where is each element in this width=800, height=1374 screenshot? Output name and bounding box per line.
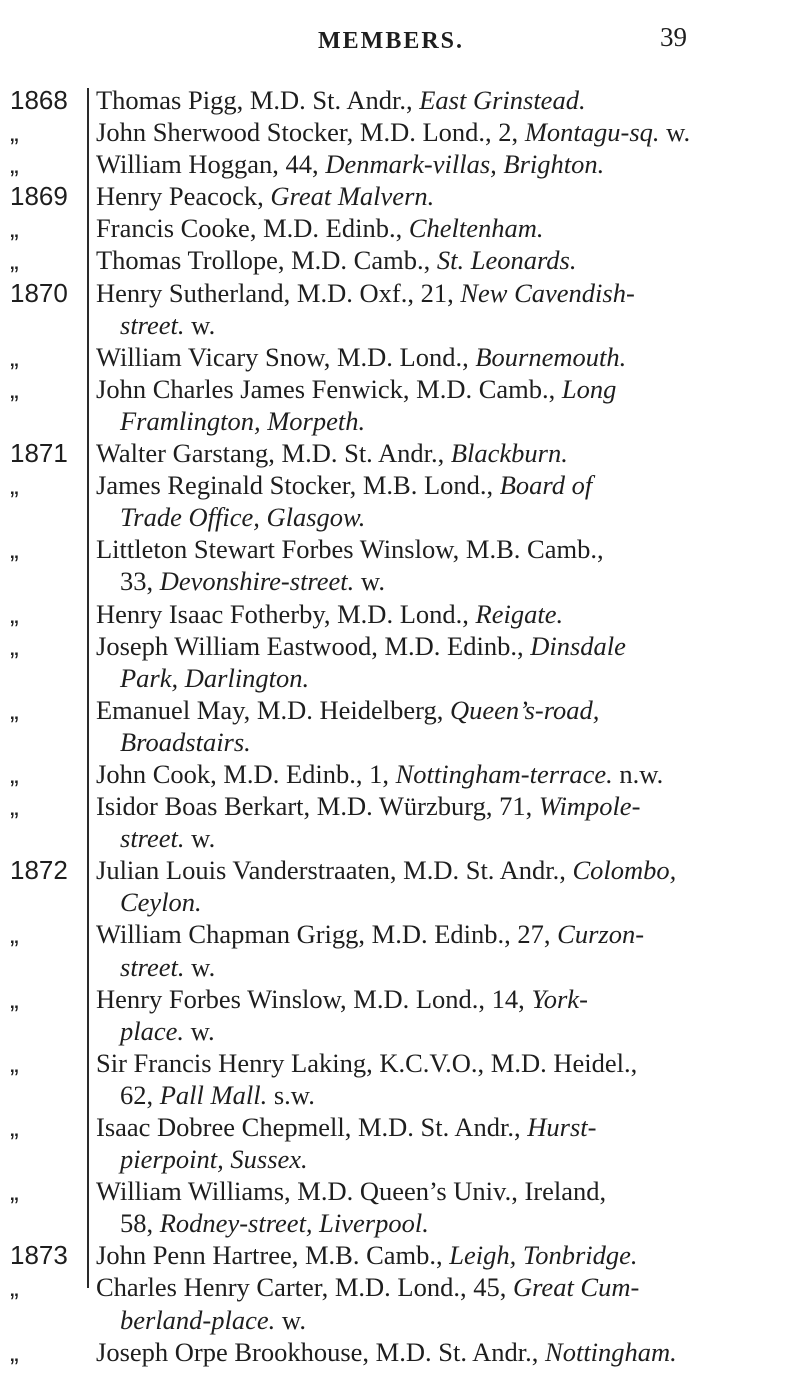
entry-continuation-line	[96, 1015, 786, 1047]
entry-year: „	[10, 919, 19, 950]
entry-segment: w.	[354, 566, 385, 597]
member-entry	[0, 598, 800, 630]
address-italic: St. Leonards.	[436, 245, 577, 276]
member-entry	[0, 116, 800, 148]
entry-first-line	[96, 116, 786, 148]
address-italic: street.	[120, 951, 185, 982]
entry-segment: 58,	[120, 1208, 160, 1239]
entry-segment: William Vicary Snow, M.D. Lond.,	[96, 341, 476, 372]
entry-text	[96, 437, 786, 469]
address-italic: Pall Mall.	[159, 1079, 268, 1110]
address-italic: street.	[120, 823, 185, 854]
entry-segment: William Chapman Grigg, M.D. Edinb., 27,	[96, 919, 558, 950]
entry-year: „	[10, 373, 19, 404]
entry-year: 1871	[10, 438, 68, 469]
entry-text	[96, 598, 786, 630]
entry-text	[96, 212, 786, 244]
member-entry	[0, 790, 800, 854]
entry-text	[96, 854, 786, 918]
address-italic: Broadstairs.	[120, 726, 251, 757]
entry-segment: n.w.	[612, 758, 664, 789]
entry-segment: John Sherwood Stocker, M.D. Lond., 2,	[96, 117, 525, 148]
address-italic: Framlington, Morpeth.	[120, 405, 366, 436]
address-italic: Rodney-street, Liverpool.	[159, 1208, 429, 1239]
entry-text	[96, 373, 786, 437]
entry-continuation-line	[96, 405, 786, 437]
entry-year: „	[10, 1336, 19, 1367]
entry-year: „	[10, 534, 19, 565]
entry-year: „	[10, 245, 19, 276]
running-head: MEMBERS.	[318, 28, 465, 54]
entry-first-line	[96, 1336, 786, 1368]
entry-first-line	[96, 983, 786, 1015]
address-italic: Leigh, Tonbridge.	[449, 1240, 638, 1271]
entry-segment: w.	[275, 1304, 306, 1335]
entry-segment: 62,	[120, 1079, 160, 1110]
entry-segment: Henry Forbes Winslow, M.D. Lond., 14,	[96, 983, 532, 1014]
member-list	[0, 84, 800, 1368]
entry-year: „	[10, 630, 19, 661]
entry-year: „	[10, 117, 19, 148]
address-italic: Hurst-	[527, 1112, 597, 1142]
entry-segment: William Hoggan, 44,	[96, 149, 326, 180]
entry-year: „	[10, 213, 19, 244]
member-entry	[0, 148, 800, 180]
entry-text	[96, 1271, 786, 1335]
entry-continuation-line	[96, 1207, 786, 1239]
entry-text	[96, 341, 786, 373]
entry-segment: Thomas Trollope, M.D. Camb.,	[96, 245, 437, 276]
entry-year: „	[10, 149, 19, 180]
entry-segment: Julian Louis Vanderstraaten, M.D. St. Andr.,	[96, 855, 573, 886]
entry-text	[96, 84, 786, 116]
member-entry	[0, 1239, 800, 1271]
entry-segment: Littleton Stewart Forbes Winslow, M.B. Camb.,	[96, 534, 604, 565]
member-entry	[0, 1175, 800, 1239]
entry-first-line	[96, 469, 786, 501]
member-entry	[0, 1271, 800, 1335]
entry-first-line	[96, 630, 786, 662]
entry-first-line	[96, 341, 786, 373]
entry-first-line	[96, 277, 786, 309]
address-italic: street.	[120, 309, 185, 340]
member-entry	[0, 983, 800, 1047]
entry-first-line	[96, 1047, 786, 1079]
member-entry	[0, 244, 800, 276]
entry-year: „	[10, 1047, 19, 1078]
address-italic: Queen’s-road,	[450, 694, 600, 725]
entry-continuation-line	[96, 1143, 786, 1175]
entry-segment: 33,	[120, 566, 160, 597]
entry-first-line	[96, 758, 786, 790]
entry-first-line	[96, 854, 786, 886]
entry-first-line	[96, 533, 786, 565]
address-italic: Denmark-villas, Brighton.	[325, 149, 605, 180]
member-entry	[0, 630, 800, 694]
entry-segment: w.	[184, 309, 216, 340]
member-entry	[0, 1336, 800, 1368]
entry-first-line	[96, 1175, 786, 1207]
address-italic: Ceylon.	[120, 887, 202, 918]
entry-text	[96, 630, 786, 694]
entry-segment: Joseph William Eastwood, M.D. Edinb.,	[96, 630, 531, 661]
address-italic: Bournemouth.	[475, 341, 627, 372]
address-italic: Montagu-sq.	[524, 117, 660, 148]
entry-year: 1868	[10, 85, 68, 115]
entry-segment: Thomas Pigg, M.D. St. Andr.,	[96, 85, 420, 115]
address-italic: Nottingham-terrace.	[395, 758, 613, 789]
member-entry	[0, 918, 800, 982]
address-italic: Dinsdale	[530, 630, 626, 661]
entry-first-line	[96, 437, 786, 469]
entry-segment: John Charles James Fenwick, M.D. Camb.,	[96, 373, 562, 404]
member-entry	[0, 694, 800, 758]
entry-segment: Joseph Orpe Brookhouse, M.D. St. Andr.,	[96, 1336, 546, 1367]
address-italic: pierpoint, Sussex.	[120, 1144, 308, 1175]
entry-segment: Isaac Dobree Chepmell, M.D. St. Andr.,	[96, 1112, 528, 1142]
entry-continuation-line	[96, 501, 786, 533]
entry-year: „	[10, 758, 19, 789]
member-entry	[0, 469, 800, 533]
entry-text	[96, 790, 786, 854]
entry-continuation-line	[96, 662, 786, 694]
address-italic: Curzon-	[557, 919, 645, 950]
entry-segment: s.w.	[267, 1079, 315, 1110]
address-italic: Devonshire-street.	[159, 566, 355, 597]
address-italic: Park, Darlington.	[120, 662, 310, 693]
address-italic: Long	[561, 373, 617, 404]
entry-segment: w.	[184, 1015, 215, 1046]
entry-first-line	[96, 598, 786, 630]
entry-continuation-line	[96, 726, 786, 758]
entry-segment: Henry Peacock,	[96, 181, 271, 212]
entry-continuation-line	[96, 565, 786, 597]
entry-segment: John Cook, M.D. Edinb., 1,	[96, 758, 396, 789]
entry-segment: Francis Cooke, M.D. Edinb.,	[96, 213, 409, 244]
entry-year: 1873	[10, 1240, 68, 1271]
address-italic: berland-place.	[120, 1304, 276, 1335]
entry-segment: William Williams, M.D. Queen’s Univ., Ireland,	[96, 1176, 607, 1207]
entry-year: 1870	[10, 277, 68, 308]
address-italic: York-	[531, 983, 588, 1014]
entry-first-line	[96, 373, 786, 405]
entry-year: „	[10, 983, 19, 1014]
entry-first-line	[96, 148, 786, 180]
entry-year: 1872	[10, 855, 68, 886]
address-italic: East Grinstead.	[419, 85, 586, 115]
entry-year: „	[10, 341, 19, 372]
entry-continuation-line	[96, 822, 786, 854]
entry-segment: w.	[184, 951, 216, 982]
entry-segment: Isidor Boas Berkart, M.D. Würzburg, 71,	[96, 791, 539, 822]
entry-text	[96, 1175, 786, 1239]
entry-first-line	[96, 1271, 786, 1303]
address-italic: Nottingham.	[545, 1336, 677, 1367]
page-header	[0, 22, 800, 62]
entry-continuation-line	[96, 1304, 786, 1336]
entry-first-line	[96, 84, 786, 116]
entry-segment: Henry Sutherland, M.D. Oxf., 21,	[96, 277, 461, 308]
entry-continuation-line	[96, 309, 786, 341]
member-entry	[0, 533, 800, 597]
member-entry	[0, 84, 800, 116]
entry-segment: Henry Isaac Fotherby, M.D. Lond.,	[96, 598, 476, 629]
entry-year: „	[10, 1112, 19, 1142]
entry-year: „	[10, 470, 19, 501]
entry-year: „	[10, 1176, 19, 1207]
entry-segment: Sir Francis Henry Laking, K.C.V.O., M.D. Heidel.,	[96, 1047, 638, 1078]
entry-year: „	[10, 694, 19, 725]
entry-first-line	[96, 180, 786, 212]
entry-text	[96, 918, 786, 982]
entry-year: „	[10, 598, 19, 629]
address-italic: Board of	[499, 470, 593, 501]
member-entry	[0, 212, 800, 244]
member-entry	[0, 180, 800, 212]
entry-first-line	[96, 694, 786, 726]
entry-continuation-line	[96, 886, 786, 918]
member-entry	[0, 277, 800, 341]
entry-segment: Walter Garstang, M.D. St. Andr.,	[96, 438, 451, 469]
entry-text	[96, 1047, 786, 1111]
entry-text	[96, 694, 786, 758]
entry-text	[96, 1336, 786, 1368]
entry-text	[96, 469, 786, 533]
entry-continuation-line	[96, 951, 786, 983]
entry-first-line	[96, 1111, 786, 1143]
address-italic: Trade Office, Glasgow.	[120, 502, 366, 533]
entry-text	[96, 983, 786, 1047]
entry-text	[96, 758, 786, 790]
entry-segment: John Penn Hartree, M.B. Camb.,	[96, 1240, 450, 1271]
entry-segment: Emanuel May, M.D. Heidelberg,	[96, 694, 450, 725]
entry-segment: Charles Henry Carter, M.D. Lond., 45,	[96, 1272, 513, 1303]
entry-first-line	[96, 212, 786, 244]
address-italic: Blackburn.	[450, 438, 568, 469]
member-entry	[0, 437, 800, 469]
address-italic: Great Cum-	[512, 1272, 640, 1303]
entry-year: 1869	[10, 181, 68, 212]
address-italic: Cheltenham.	[408, 213, 544, 244]
member-entry	[0, 341, 800, 373]
address-italic: Great Malvern.	[270, 181, 435, 212]
page-number: 39	[660, 22, 687, 52]
entry-text	[96, 180, 786, 212]
entry-text	[96, 148, 786, 180]
entry-continuation-line	[96, 1079, 786, 1111]
entry-first-line	[96, 790, 786, 822]
entry-text	[96, 116, 786, 148]
address-italic: Colombo,	[572, 855, 677, 886]
address-italic: place.	[120, 1015, 185, 1046]
address-italic: Wimpole-	[538, 791, 641, 822]
entry-year: „	[10, 791, 19, 822]
member-entry	[0, 758, 800, 790]
member-entry	[0, 1047, 800, 1111]
entry-segment: James Reginald Stocker, M.B. Lond.,	[96, 470, 500, 501]
entry-segment: w.	[184, 823, 216, 854]
member-entry	[0, 854, 800, 918]
entry-text	[96, 1111, 786, 1175]
member-entry	[0, 1111, 800, 1175]
entry-year: „	[10, 1272, 19, 1303]
entry-first-line	[96, 244, 786, 276]
address-italic: Reigate.	[475, 598, 564, 629]
entry-first-line	[96, 1239, 786, 1271]
entry-text	[96, 277, 786, 341]
member-entry	[0, 373, 800, 437]
entry-text	[96, 533, 786, 597]
entry-text	[96, 1239, 786, 1271]
address-italic: New Cavendish-	[460, 277, 635, 308]
entry-first-line	[96, 918, 786, 950]
entry-text	[96, 244, 786, 276]
entry-segment: w.	[659, 117, 691, 148]
